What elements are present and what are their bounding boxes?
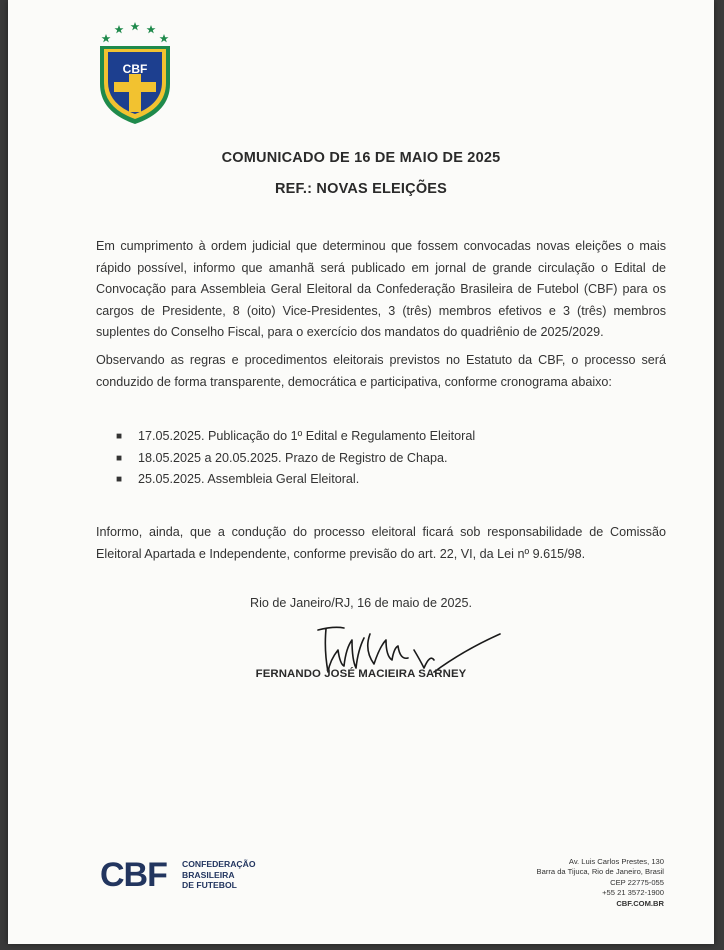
address-line: Barra da Tijuca, Rio de Janeiro, Brasil [536,867,664,877]
document-reference: REF.: NOVAS ELEIÇÕES [274,181,448,197]
list-item [116,426,676,448]
schedule-list [116,426,676,491]
bullet-icon: ■ [116,474,123,485]
list-item [116,469,676,491]
address-line: Av. Luis Carlos Prestes, 130 [568,857,664,866]
body-paragraph-2: Observando as regras e procedimentos eleitorais previstos no Estatuto da CBF, o processo será conduzido de forma transparente, democrática e participativa, conforme cronograma abaixo: [96,353,666,389]
stars-icon [102,22,169,42]
footer-address [537,857,664,909]
crest-text: CBF [122,62,148,76]
org-name-line: DE FUTEBOL [182,880,237,890]
body-paragraph-3: Informo, ainda, que a condução do processo eleitoral ficará sob responsabilidade de Comissão Eleitoral Apartada e Independente, conforme previsão do art. 22, VI, da Lei nº 9.615/98. [96,525,666,561]
place-and-date: Rio de Janeiro/RJ, 16 de maio de 2025. [250,596,472,610]
footer-cbf-logo: CBF [100,856,167,894]
body-paragraph-1: Em cumprimento à ordem judicial que determinou que fossem convocadas novas eleições o mais rápido possível, informo que amanhã será publicado em jornal de grande circulação o Edital de Convocação para Assembleia Geral Eleitoral da Confederação Brasileira de Futebol (CBF) para os cargos de Presidente, 8 (oito) Vice-Presidentes, 3 (três) membros efetivos e 3 (três) membros suplentes do Conselho Fiscal, para o exercício dos mandatos do quadriênio de 2025/2029. [96,239,666,339]
website-link[interactable]: CBF.COM.BR [616,898,664,908]
address-line: CEP 22775-055 [610,877,664,887]
cbf-crest-logo [94,22,176,126]
schedule-item-text: 17.05.2025. Publicação do 1º Edital e Regulamento Eleitoral [138,429,476,443]
schedule-item-text: 18.05.2025 a 20.05.2025. Prazo de Registro de Chapa. [138,450,448,465]
document-title: COMUNICADO DE 16 DE MAIO DE 2025 [221,150,501,166]
footer-organization-name [182,859,256,891]
bullet-icon: ■ [116,452,123,464]
schedule-item-text: 25.05.2025. Assembleia Geral Eleitoral. [138,472,360,486]
org-name-line: BRASILEIRA [182,869,235,880]
signer-name: FERNANDO JOSÉ MACIEIRA SARNEY [255,668,467,680]
address-line: +55 21 3572-1900 [602,888,664,898]
document-page [8,0,714,944]
org-name-line: CONFEDERAÇÃO [182,859,256,869]
list-item [116,448,676,470]
bullet-icon: ■ [116,431,123,442]
